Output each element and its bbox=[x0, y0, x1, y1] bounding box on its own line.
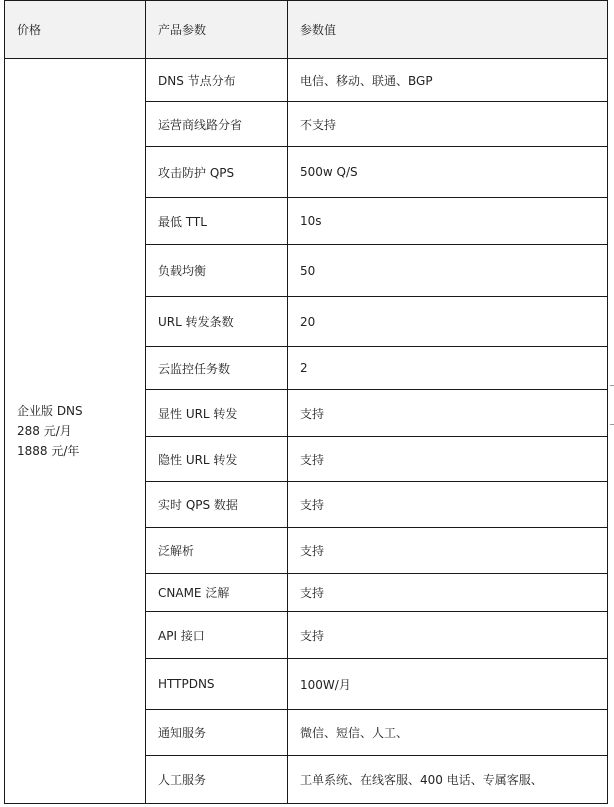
param-value: 100W/月 bbox=[288, 659, 608, 710]
edge-tick-mark bbox=[610, 424, 614, 425]
param-name: 隐性 URL 转发 bbox=[146, 437, 288, 482]
param-value: 电信、移动、联通、BGP bbox=[288, 59, 608, 102]
pricing-spec-table bbox=[4, 0, 608, 804]
param-name: DNS 节点分布 bbox=[146, 59, 288, 102]
param-name: 通知服务 bbox=[146, 710, 288, 756]
param-value: 支持 bbox=[288, 574, 608, 612]
header-price: 价格 bbox=[5, 1, 146, 59]
param-name: 显性 URL 转发 bbox=[146, 390, 288, 437]
param-value: 2 bbox=[288, 347, 608, 390]
param-name: CNAME 泛解 bbox=[146, 574, 288, 612]
param-name: 攻击防护 QPS bbox=[146, 147, 288, 198]
param-name: 最低 TTL bbox=[146, 198, 288, 245]
price-monthly: 288 元/月 bbox=[17, 424, 72, 438]
table-row bbox=[5, 59, 608, 102]
price-cell bbox=[5, 59, 146, 804]
header-param-value: 参数值 bbox=[288, 1, 608, 59]
param-value: 支持 bbox=[288, 390, 608, 437]
param-value: 支持 bbox=[288, 482, 608, 528]
param-name: 人工服务 bbox=[146, 756, 288, 804]
param-name: API 接口 bbox=[146, 612, 288, 659]
price-edition: 企业版 DNS bbox=[17, 404, 83, 418]
edge-tick-mark bbox=[610, 385, 614, 386]
param-value: 支持 bbox=[288, 437, 608, 482]
param-value: 不支持 bbox=[288, 102, 608, 147]
param-value: 支持 bbox=[288, 612, 608, 659]
param-value: 20 bbox=[288, 297, 608, 347]
param-value: 10s bbox=[288, 198, 608, 245]
param-name: 实时 QPS 数据 bbox=[146, 482, 288, 528]
param-value: 工单系统、在线客服、400 电话、专属客服、 bbox=[288, 756, 608, 804]
param-value: 50 bbox=[288, 245, 608, 297]
param-name: 负载均衡 bbox=[146, 245, 288, 297]
table-header-row bbox=[5, 1, 608, 59]
param-value: 500w Q/S bbox=[288, 147, 608, 198]
param-value: 支持 bbox=[288, 528, 608, 574]
param-name: URL 转发条数 bbox=[146, 297, 288, 347]
param-value: 微信、短信、人工、 bbox=[288, 710, 608, 756]
param-name: HTTPDNS bbox=[146, 659, 288, 710]
param-name: 泛解析 bbox=[146, 528, 288, 574]
param-name: 云监控任务数 bbox=[146, 347, 288, 390]
price-yearly: 1888 元/年 bbox=[17, 444, 80, 458]
header-product-param: 产品参数 bbox=[146, 1, 288, 59]
param-name: 运营商线路分省 bbox=[146, 102, 288, 147]
